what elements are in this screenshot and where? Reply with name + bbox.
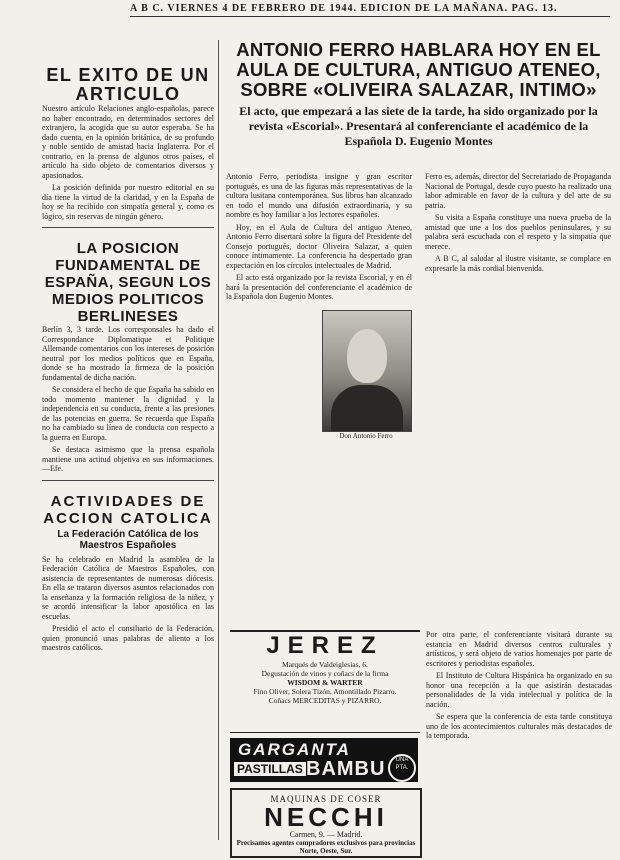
ad-necchi-brand: NECCHI: [264, 802, 388, 832]
article-2-p2: Se considera el hecho de que España ha sabido en todo momento mantener la dignidad y la independencia en su conducta, frente a las presiones de las potencias en guerra. Se recuerda que España no ha cambiado su línea de conducta con respecto a la guerra en Europa.: [42, 385, 214, 442]
lead-column-1: [226, 172, 412, 302]
lead-column-2: [425, 172, 611, 273]
article-2-p1: Berlín 3, 3 tarde. Los corresponsales ha dado el Correspondance Diplomatique et Politique Allemande comentarios con los intereses de posición neutral por los medios políticos que en España, donde se ha mostrado la firmeza de la posición fundamental de dicha nación.: [42, 325, 214, 382]
ad-jerez-line-5: Coñacs MERCEDITAS y PIZARRO.: [268, 696, 382, 705]
article-2-title: LA POSICION FUNDAMENTAL DE ESPAÑA, SEGUN LOS MEDIOS POLITICOS BERLINESES: [44, 240, 212, 325]
ad-necchi-kicker: MAQUINAS DE COSER: [270, 794, 382, 804]
right-lower-p2: El Instituto de Cultura Hispánica ha organizado en su honor una recepción a la que asistirán destacadas personalidades de la vida intelectual y política de la nación.: [426, 671, 612, 709]
column-rule: [218, 40, 219, 840]
portrait-face: [347, 329, 387, 383]
article-3-title: ACTIVIDADES DE ACCION CATOLICA: [43, 492, 213, 527]
ad-garganta-price-badge: UNA PTA.: [388, 754, 416, 782]
ad-jerez-title: JEREZ: [266, 632, 384, 659]
article-1-title: EL EXITO DE UN ARTICULO: [46, 65, 210, 104]
lead-c2-p3: A B C, al saludar al ilustre visitante, se complace en expresarle la más cordial bienvenida.: [425, 254, 611, 273]
right-lower-column: [426, 630, 612, 741]
article-3-p1: Se ha celebrado en Madrid la asamblea de la Federación Católica de Maestros Españoles, con asistencia de representantes de numerosas diócesis. En ella se trataron diversos asuntos relacionados con la enseñanza y la formación religiosa de la niñez, y se acordó intensificar la labor apostólica en las escuelas.: [42, 554, 214, 621]
article-2-p3: Se destaca asimismo que la prensa española mantiene una actitud objetiva en sus informaciones.—Efe.: [42, 445, 214, 473]
ad-garganta-brand: BAMBU: [306, 758, 386, 780]
ad-garganta-pastillas: PASTILLAS: [234, 762, 306, 776]
ad-garganta: [230, 738, 418, 782]
ad-necchi: [230, 788, 422, 858]
lead-article-heading: [226, 40, 611, 153]
photo-caption: Don Antonio Ferro: [339, 432, 393, 440]
ad-garganta-title: GARGANTA: [238, 740, 351, 759]
ad-jerez-line-3: WISDOM & WARTER: [287, 678, 363, 687]
page-header: A B C. VIERNES 4 DE FEBRERO DE 1944. EDICION DE LA MAÑANA. PAG. 13.: [130, 2, 610, 17]
lead-c1-p1: Antonio Ferro, periodista insigne y gran escritor portugués, es una de las figuras más representativas de la cultura lusitana contemporánea. Sus libros han alcanzado en todo el mundo una difusión extraordinaria, y su nombre es hoy familiar a los lectores españoles.: [226, 172, 412, 219]
article-1-p1: Nuestro artículo Relaciones anglo-españolas, parece no haber encontrado, en determinados sectores del extranjero, la acogida que su autor esperaba. Se ha dado cuenta, en la opinión británica, de su profundo y noble sentido de amistad hacia Inglaterra. Por el contrario, en la prensa de algunos otros países, el artículo ha sido objeto de comentarios diversos y apasionados.: [42, 104, 214, 180]
ad-jerez-line-2: Degustación de vinos y coñacs de la firma: [261, 669, 389, 678]
ad-jerez-line-4: Fino Oliver, Solera Tizón, Amontillado Pizarro.: [253, 687, 397, 696]
lead-deck: El acto, que empezará a las siete de la tarde, ha sido organizado por la revista «Escorial». Presentará al conferenciante el académico de la Española D. Eugenio Montes: [239, 104, 598, 148]
article-3-p2: Presidió el acto el consiliario de la Federación, quien pronunció unas palabras de aliento a los maestros católicos.: [42, 624, 214, 652]
right-lower-p3: Se espera que la conferencia de esta tarde constituya uno de los acontecimientos culturales más destacados de la temporada.: [426, 712, 612, 740]
lead-c1-p3: El acto está organizado por la revista Escorial, y en él hará la presentación del conferenciante el académico de la Española don Eugenio Montes.: [226, 273, 412, 301]
right-lower-p1: Por otra parte, el conferenciante visitará durante su estancia en Madrid diversos centros culturales y artísticos, y será objeto de varios homenajes por parte de escritores y periodistas españoles.: [426, 630, 612, 668]
divider: [42, 480, 214, 481]
ad-necchi-notice: Precisamos agentes compradores exclusivos para provincias Norte, Oeste, Sur.: [236, 839, 416, 855]
article-3-subtitle: La Federación Católica de los Maestros Españoles: [57, 528, 199, 551]
lead-title: ANTONIO FERRO HABLARA HOY EN EL AULA DE CULTURA, ANTIGUO ATENEO, SOBRE «OLIVEIRA SALAZAR, INTIMO»: [236, 39, 601, 100]
article-1-p2: La posición definida por nuestro editorial en su día tiene la virtud de la claridad, y en la España de hoy se ha recibido con simpatía general y, como es lógico, sin reservas de ningún género.: [42, 183, 214, 221]
lead-c2-p2: Su visita a España constituye una nueva prueba de la amistad que une a los dos pueblos peninsulares, y su palabra será escuchada con el respeto y la simpatía que merece.: [425, 213, 611, 251]
ad-jerez-line-1: Marqués de Valdeiglesias, 6.: [282, 660, 368, 669]
left-column: [42, 60, 214, 653]
divider: [42, 227, 214, 228]
portrait-photo: [322, 310, 412, 432]
ad-necchi-address: Carmen, 9. — Madrid.: [289, 830, 363, 839]
lead-c2-p1: Ferro es, además, director del Secretariado de Propaganda Nacional de Portugal, desde cuyo puesto ha realizado una labor admirable en favor de la cultura y del arte de su patria.: [425, 172, 611, 210]
portrait-suit: [331, 385, 403, 431]
lead-c1-p2: Hoy, en el Aula de Cultura del antiguo Ateneo, Antonio Ferro disertará sobre la figura del Presidente del Consejo portugués, doctor Oliveira Salazar, a quien conoce íntimamente. La conferencia ha despertado gran expectación en los círculos intelectuales de Madrid.: [226, 222, 412, 270]
ad-jerez: [230, 630, 420, 733]
